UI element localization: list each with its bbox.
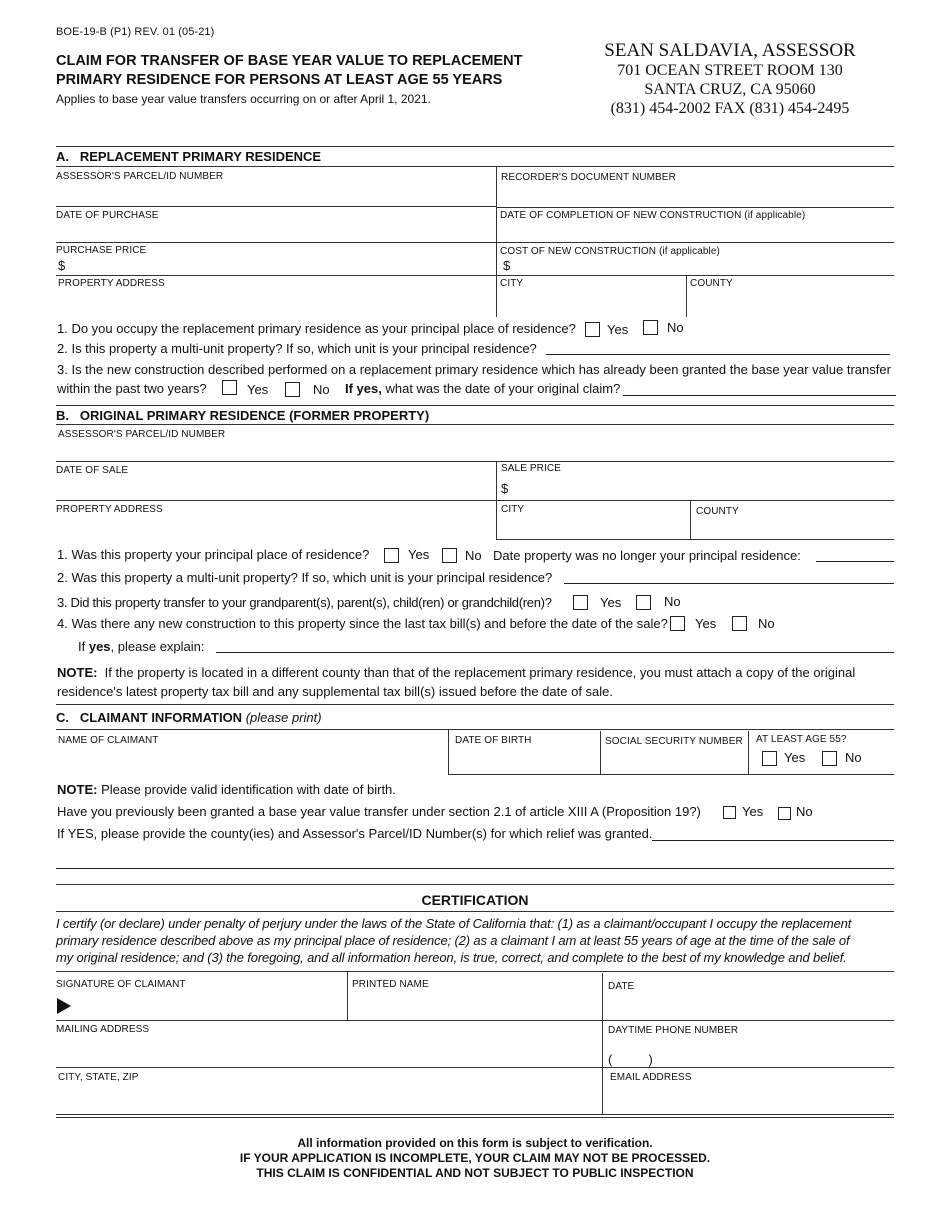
date-input[interactable] (608, 995, 892, 1015)
certification-line2: primary residence described above as my principal place of residence; (2) as a claimant I am at least 55 years of age at the time of the sale of (56, 933, 850, 948)
ssn-input[interactable] (605, 749, 743, 771)
b-note-text1: If the property is located in a different county than that of the replacement primary residence, you must attach a copy of the original (97, 665, 856, 680)
prop19-ifyes-line[interactable] (652, 840, 894, 841)
certification-heading: CERTIFICATION (421, 892, 529, 908)
parcel-b-label: ASSESSOR'S PARCEL/ID NUMBER (58, 429, 226, 440)
parcel-b-input[interactable] (58, 442, 892, 458)
city-a-input[interactable] (500, 291, 682, 313)
signature-input[interactable] (76, 996, 342, 1016)
a-q3-line1: 3. Is the new construction described performed on a replacement primary residence which has already been granted the base year value transfer (57, 362, 891, 377)
a-q1: 1. Do you occupy the replacement primary residence as your principal place of residence? (57, 321, 576, 336)
city-b-label: CITY (501, 504, 525, 515)
property-address-b-label: PROPERTY ADDRESS (56, 504, 163, 515)
date-label: DATE (608, 981, 635, 992)
b-q4-explain-pre: If (78, 639, 89, 654)
county-a-input[interactable] (690, 291, 890, 313)
b-q4-explain-post: , please explain: (110, 639, 205, 654)
section-c-heading (56, 710, 322, 725)
age55-yes-label: Yes (784, 750, 806, 765)
ssn-label: SOCIAL SECURITY NUMBER (605, 736, 743, 747)
b-q3-yes-label: Yes (600, 595, 622, 610)
b-q4-no-label: No (758, 616, 775, 631)
recorder-label: RECORDER'S DOCUMENT NUMBER (501, 172, 676, 183)
date-purchase-label: DATE OF PURCHASE (56, 210, 159, 221)
phone-paren: ( ) (608, 1052, 653, 1067)
city-state-zip-label: CITY, STATE, ZIP (58, 1072, 139, 1083)
a-q2: 2. Is this property a multi-unit property? If so, which unit is your principal residence? (57, 341, 537, 356)
signature-arrow-icon (57, 998, 71, 1014)
b-q2-answer-line[interactable] (564, 583, 894, 584)
form-code: BOE-19-B (P1) REV. 01 (05-21) (56, 26, 215, 38)
city-state-zip-input[interactable] (58, 1086, 596, 1110)
b-q4: 4. Was there any new construction to this property since the last tax bill(s) and before the date of the sale? (57, 616, 668, 631)
a-q3-yes-checkbox[interactable] (222, 380, 237, 395)
a-q3-no-label: No (313, 382, 330, 397)
form-title-line1: CLAIM FOR TRANSFER OF BASE YEAR VALUE TO REPLACEMENT (56, 53, 523, 69)
certification-line3: my original residence; and (3) the foregoing, and all information hereon, is true, correct, and complete to the best of my knowledge and belief. (56, 950, 847, 965)
b-q2: 2. Was this property a multi-unit property? If so, which unit is your principal residence? (57, 570, 553, 585)
assessor-street: 701 OCEAN STREET ROOM 130 (617, 62, 843, 79)
claimant-name-input[interactable] (58, 748, 443, 770)
county-a-label: COUNTY (690, 278, 733, 289)
b-q3-no-checkbox[interactable] (636, 595, 651, 610)
footer-line3: THIS CLAIM IS CONFIDENTIAL AND NOT SUBJECT TO PUBLIC INSPECTION (256, 1166, 694, 1180)
c-note-bold: NOTE: (57, 782, 98, 797)
purchase-price-input[interactable] (70, 258, 488, 274)
a-q3-ifyes (345, 381, 620, 396)
b-q1-no-checkbox[interactable] (442, 548, 457, 563)
cost-dollar: $ (503, 258, 511, 273)
date-completion-input[interactable] (502, 222, 892, 240)
printed-name-label: PRINTED NAME (352, 979, 429, 990)
a-q3-line2: within the past two years? (57, 381, 207, 396)
b-q1-date-label: Date property was no longer your principal residence: (493, 548, 801, 563)
property-address-a-input[interactable] (58, 291, 488, 313)
age55-label: AT LEAST AGE 55? (756, 734, 847, 745)
section-b-heading: B. ORIGINAL PRIMARY RESIDENCE (FORMER PROPERTY) (56, 408, 430, 423)
dob-input[interactable] (455, 748, 595, 770)
dob-label: DATE OF BIRTH (455, 735, 532, 746)
b-note-line2: residence's latest property tax bill and any supplemental tax bill(s) issued before the date of sale. (57, 684, 614, 699)
section-c-heading-text: C. CLAIMANT INFORMATION (56, 710, 243, 725)
footer-line1: All information provided on this form is subject to verification. (297, 1136, 653, 1150)
assessor-city: SANTA CRUZ, CA 95060 (644, 81, 816, 98)
b-q4-explain (78, 639, 205, 654)
parcel-a-label: ASSESSOR'S PARCEL/ID NUMBER (56, 171, 224, 182)
form-title-line2: PRIMARY RESIDENCE FOR PERSONS AT LEAST AGE 55 YEARS (56, 72, 503, 88)
b-note-line1 (57, 665, 855, 680)
date-purchase-input[interactable] (58, 222, 488, 240)
printed-name-input[interactable] (352, 993, 596, 1015)
b-q4-yes-checkbox[interactable] (670, 616, 685, 631)
assessor-phone: (831) 454-2002 FAX (831) 454-2495 (610, 100, 850, 117)
sale-price-label: SALE PRICE (501, 463, 561, 474)
b-q3-yes-checkbox[interactable] (573, 595, 588, 610)
prop19-ifyes: If YES, please provide the county(ies) and Assessor's Parcel/ID Number(s) for which relief was granted. (57, 826, 653, 841)
a-q2-answer-line[interactable] (546, 354, 890, 355)
b-q4-yes-label: Yes (695, 616, 717, 631)
b-q3: 3. Did this property transfer to your grandparent(s), parent(s), child(ren) or grandchild(ren)? (57, 595, 552, 610)
b-q1-no-label: No (465, 548, 482, 563)
purchase-dollar: $ (58, 258, 66, 273)
b-note-bold: NOTE: (57, 665, 98, 680)
b-q1-yes-label: Yes (408, 547, 430, 562)
certification-line1: I certify (or declare) under penalty of perjury under the laws of the State of California that: (1) as a claimant/occupant I occupy the replacement (56, 916, 852, 931)
a-q1-yes-label: Yes (607, 322, 629, 337)
a-q3-no-checkbox[interactable] (285, 382, 300, 397)
assessor-name: SEAN SALDAVIA, ASSESSOR (604, 40, 856, 61)
a-q3-ifyes-bold: If yes, (345, 381, 382, 396)
city-b-input[interactable] (501, 517, 685, 535)
prop19-yes-label: Yes (742, 804, 764, 819)
date-sale-input[interactable] (58, 478, 488, 496)
prop19-question: Have you previously been granted a base year value transfer under section 2.1 of article XIII A (Proposition 19?) (57, 804, 701, 819)
b-q3-no-label: No (664, 594, 681, 609)
claimant-name-label: NAME OF CLAIMANT (58, 735, 159, 746)
b-q1-yes-checkbox[interactable] (384, 548, 399, 563)
prop19-no-label: No (796, 804, 813, 819)
footer-line2: IF YOUR APPLICATION IS INCOMPLETE, YOUR CLAIM MAY NOT BE PROCESSED. (239, 1151, 711, 1165)
sale-price-input[interactable] (514, 479, 892, 497)
a-q3-date-line[interactable] (623, 395, 896, 396)
property-address-a-label: PROPERTY ADDRESS (58, 278, 165, 289)
signature-label: SIGNATURE OF CLAIMANT (56, 979, 186, 990)
b-q4-explain-bold: yes (88, 639, 111, 654)
a-q1-no-checkbox[interactable] (643, 320, 658, 335)
age55-yes-checkbox[interactable] (762, 751, 777, 766)
section-a-heading: A. REPLACEMENT PRIMARY RESIDENCE (56, 149, 322, 164)
age55-no-label: No (845, 750, 862, 765)
county-b-label: COUNTY (696, 506, 739, 517)
cost-construction-label: COST OF NEW CONSTRUCTION (if applicable) (500, 246, 720, 257)
purchase-price-label: PURCHASE PRICE (56, 245, 147, 256)
b-q1: 1. Was this property your principal place of residence? (57, 547, 370, 562)
prop19-no-checkbox[interactable] (778, 807, 791, 820)
sale-dollar: $ (501, 481, 509, 496)
section-c-heading-italic: (please print) (242, 710, 322, 725)
city-a-label: CITY (500, 278, 524, 289)
c-note-text: Please provide valid identification with date of birth. (97, 782, 396, 797)
prop19-yes-checkbox[interactable] (723, 806, 736, 819)
date-sale-label: DATE OF SALE (56, 465, 129, 476)
form-subtitle: Applies to base year value transfers occurring on or after April 1, 2021. (56, 92, 431, 106)
age55-no-checkbox[interactable] (822, 751, 837, 766)
a-q3-ifyes-rest: what was the date of your original claim? (381, 381, 621, 396)
phone-label: DAYTIME PHONE NUMBER (608, 1025, 739, 1036)
c-note (57, 782, 396, 797)
email-label: EMAIL ADDRESS (610, 1072, 692, 1083)
a-q1-yes-checkbox[interactable] (585, 322, 600, 337)
mailing-input[interactable] (58, 1038, 596, 1062)
recorder-input[interactable] (502, 185, 892, 205)
date-completion-label: DATE OF COMPLETION OF NEW CONSTRUCTION (if applicable) (500, 210, 806, 221)
a-q3-yes-label: Yes (247, 382, 269, 397)
b-q4-no-checkbox[interactable] (732, 616, 747, 631)
property-address-b-input[interactable] (58, 517, 488, 535)
prop19-ifyes-line2[interactable] (56, 868, 894, 869)
cost-construction-input[interactable] (515, 258, 890, 274)
county-b-input[interactable] (696, 519, 892, 536)
mailing-label: MAILING ADDRESS (56, 1024, 150, 1035)
b-q4-explain-line[interactable] (216, 652, 894, 653)
email-input[interactable] (610, 1086, 892, 1110)
phone-input[interactable] (664, 1050, 892, 1066)
parcel-a-input[interactable] (58, 184, 488, 204)
b-q1-date-line[interactable] (816, 561, 894, 562)
a-q1-no-label: No (667, 320, 684, 335)
